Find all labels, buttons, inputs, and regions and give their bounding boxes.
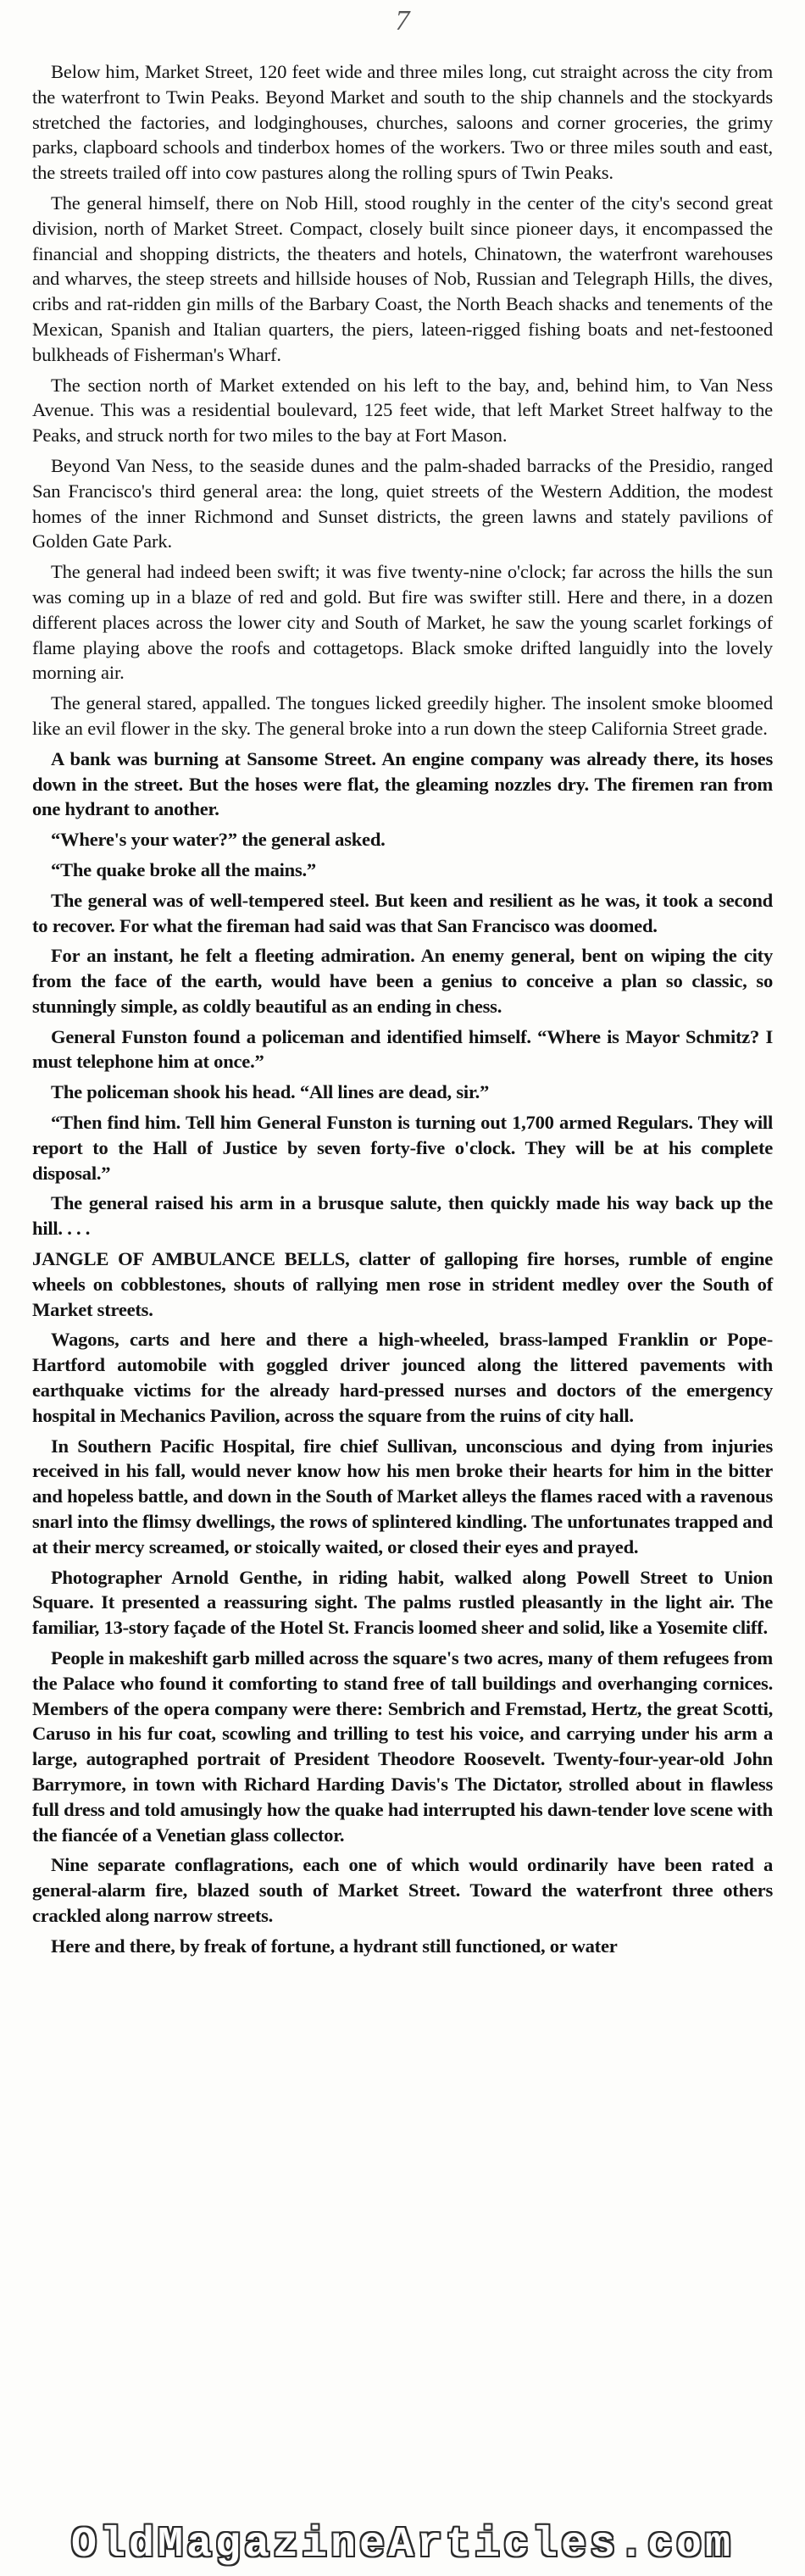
- article-paragraph: Wagons, carts and here and there a high-wheeled, brass-lamped Franklin or Pope-Hartford automobile with goggled driver jounced along the littered pavements with earthquake victims for the already hard-pressed nurses and doctors of the emergency hospital in Mechanics Pavilion, across the square from the ruins of city hall.: [32, 1329, 773, 1426]
- footer-watermark[interactable]: [0, 2521, 805, 2572]
- site-watermark-text[interactable]: OldMagazineArticles.com: [70, 2521, 735, 2569]
- article-paragraph: A bank was burning at Sansome Street. An engine company was already there, its hoses down in the street. But the hoses were flat, the gleaming nozzles dry. The firemen ran from one hydrant to another.: [32, 747, 773, 820]
- article-paragraph: Beyond Van Ness, to the seaside dunes and the palm-shaded barracks of the Presidio, ranged San Francisco's third general area: the long, quiet streets of the Western Addition, the modest homes of the inner Richmond and Sunset districts, the green lawns and stately pavilions of Golden Gate Park.: [32, 454, 773, 552]
- article-paragraph: “Where's your water?” the general asked.: [51, 829, 386, 851]
- article-paragraph: Below him, Market Street, 120 feet wide and three miles long, cut straight across the city from the waterfront to Twin Peaks. Beyond Market and south to the ship channels and the stockyards stretched the factories, and lodginghouses, churches, saloons and corner groceries, the grimy parks, clapboard schools and tinderbox homes of the workers. Two or three miles south and east, the streets trailed off into cow pastures along the rolling spurs of Twin Peaks.: [32, 61, 773, 184]
- article-paragraph: Nine separate conflagrations, each one of which would ordinarily have been rated a general-alarm fire, blazed south of Market Street. Toward the waterfront three others crackled along narrow streets.: [32, 1854, 773, 1926]
- page-number: 7: [395, 5, 410, 36]
- article-paragraph: General Funston found a policeman and identified himself. “Where is Mayor Schmitz? I must telephone him at once.”: [32, 1025, 773, 1073]
- article-paragraph: Here and there, by freak of fortune, a hydrant still functioned, or water: [51, 1935, 618, 1957]
- article-paragraph: Photographer Arnold Genthe, in riding habit, walked along Powell Street to Union Square. It presented a reassuring sight. The palms rustled pleasantly in the light air. The familiar, 13-story façade of the Hotel St. Francis loomed sheer and solid, like a Yosemite cliff.: [32, 1566, 773, 1639]
- article-paragraph: For an instant, he felt a fleeting admiration. An enemy general, bent on wiping the city from the face of the earth, would have been a genius to conceive a plan so classic, so stunningly simple, as coldly beautiful as an ending in chess.: [32, 945, 773, 1017]
- article-paragraph: The general was of well-tempered steel. But keen and resilient as he was, it took a second to recover. For what the fireman had said was that San Francisco was doomed.: [32, 889, 773, 936]
- article-paragraph: The general had indeed been swift; it was five twenty-nine o'clock; far across the hills the sun was coming up in a blaze of red and gold. But fire was swifter still. Here and there, in a dozen different places across the lower city and South of Market, he saw the young scarlet forkings of flame playing above the roofs and cottagetops. Black smoke drifted languidly into the lovely morning air.: [32, 561, 773, 684]
- article-body: [32, 59, 773, 1964]
- article-paragraph: “The quake broke all the mains.”: [51, 858, 316, 880]
- article-paragraph: The general himself, there on Nob Hill, stood roughly in the center of the city's second great division, north of Market Street. Compact, closely built since pioneer days, it encompassed the financial and shopping districts, the theaters and hotels, Chinatown, the waterfront warehouses and wharves, the steep streets and hillside houses of Nob, Russian and Telegraph Hills, the dives, cribs and rat-ridden gin mills of the Barbary Coast, the North Beach shacks and tenements of the Mexican, Spanish and Italian quarters, the piers, lateen-rigged fishing boats and net-festooned bulkheads of Fisherman's Wharf.: [32, 192, 773, 365]
- article-paragraph: “Then find him. Tell him General Funston is turning out 1,700 armed Regulars. They will report to the Hall of Justice by seven forty-five o'clock. They will be at his complete disposal.”: [32, 1112, 773, 1184]
- article-paragraph: People in makeshift garb milled across the square's two acres, many of them refugees from the Palace who found it comforting to stand free of tall buildings and overhanging cornices. Members of the opera company were there: Sembrich and Fremstad, Hertz, the great Scotti, Caruso in his fur coat, scowling and trilling to test his voice, and carrying under his arm a large, autographed portrait of President Theodore Roosevelt. Twenty-four-year-old John Barrymore, in town with Richard Harding Davis's The Dictator, strolled about in flawless full dress and told amusingly how the quake had interrupted his dawn-tender love scene with the fiancée of a Venetian glass collector.: [32, 1647, 773, 1846]
- article-paragraph: JANGLE OF AMBULANCE BELLS, clatter of galloping fire horses, rumble of engine wheels on cobblestones, shouts of rallying men rose in strident medley over the South of Market streets.: [32, 1248, 773, 1320]
- article-paragraph: The section north of Market extended on his left to the bay, and, behind him, to Van Ness Avenue. This was a residential boulevard, 125 feet wide, that left Market Street halfway to the Peaks, and struck north for two miles to the bay at Fort Mason.: [32, 374, 773, 447]
- article-paragraph: The general stared, appalled. The tongues licked greedily higher. The insolent smoke bloomed like an evil flower in the sky. The general broke into a run down the steep California Street grade.: [32, 692, 773, 739]
- article-paragraph: In Southern Pacific Hospital, fire chief Sullivan, unconscious and dying from injuries received in his fall, would never know how his men broke their hearts for him in the bitter and hopeless battle, and down in the South of Market alleys the flames raced with a ravenous snarl into the flimsy dwellings, the rows of splintered kindling. The unfortunates trapped and at their mercy screamed, or stoically waited, or closed their eyes and prayed.: [32, 1435, 773, 1557]
- article-paragraph: The policeman shook his head. “All lines are dead, sir.”: [51, 1081, 490, 1103]
- article-paragraph: The general raised his arm in a brusque salute, then quickly made his way back up the hill. . . .: [32, 1192, 773, 1240]
